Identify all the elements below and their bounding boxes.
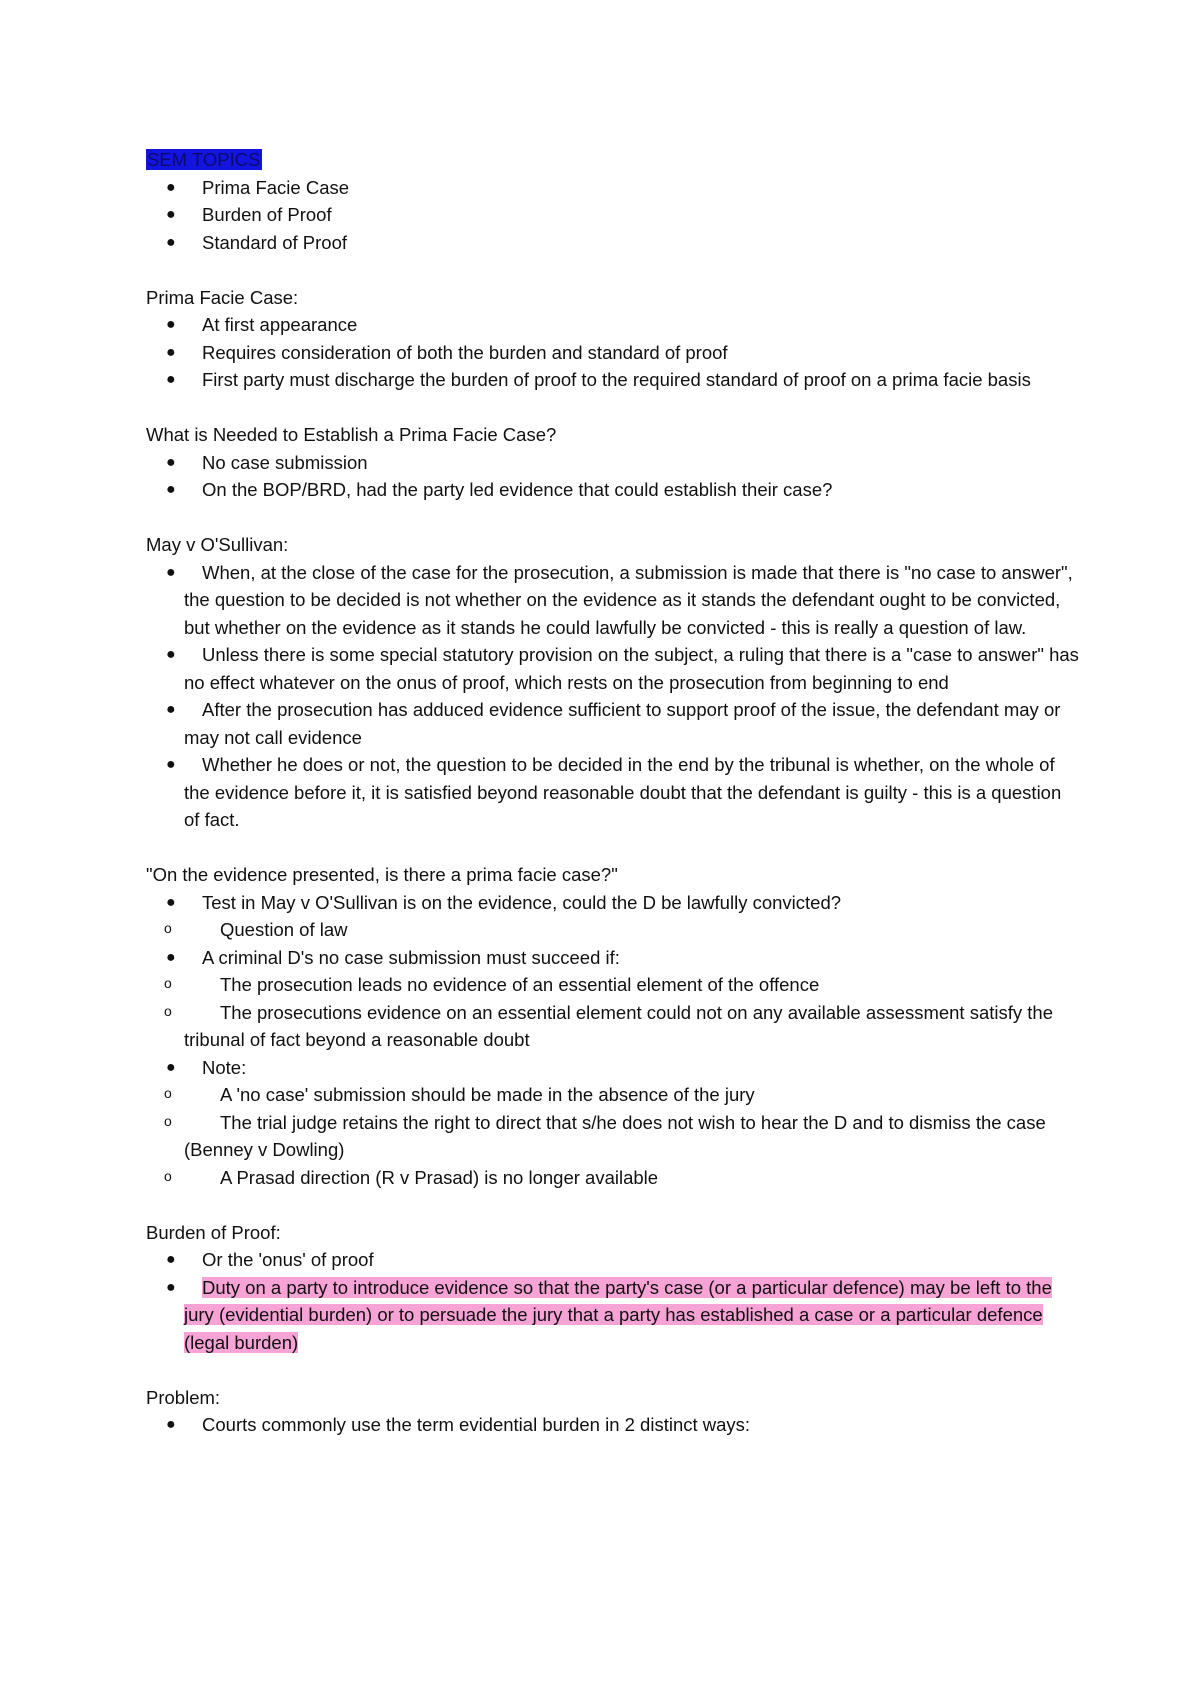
- bullet-icon: ●: [166, 756, 176, 773]
- list-item: ● Note:: [146, 1054, 1081, 1082]
- list-item: ● Or the 'onus' of proof: [146, 1246, 1081, 1274]
- list-item: ● Whether he does or not, the question to be decided in the end by the tribunal is whether, on the whole of the evidence before it, it is satisfied beyond reasonable doubt that the defendant is guilty - this is a question of fact.: [146, 751, 1081, 834]
- evidence-list: [146, 1054, 1081, 1082]
- bullet-icon: ●: [166, 453, 176, 471]
- hollow-circle-icon: o: [164, 1085, 172, 1101]
- burden-list: [146, 1246, 1081, 1356]
- bullet-icon: ●: [166, 371, 176, 388]
- evidence-list: [146, 889, 1081, 917]
- sub-list-item: o The prosecutions evidence on an essential element could not on any available assessment satisfy the tribunal of fact beyond a reasonable doubt: [146, 999, 1081, 1054]
- bullet-icon: ●: [166, 316, 176, 333]
- prima-facie-heading: Prima Facie Case:: [146, 286, 299, 308]
- bullet-icon: ●: [166, 481, 176, 498]
- bullet-icon: ●: [166, 178, 176, 196]
- bullet-icon: ●: [166, 233, 176, 251]
- sub-list-item: o A 'no case' submission should be made in the absence of the jury: [146, 1081, 1081, 1109]
- list-item: ● A criminal D's no case submission must succeed if:: [146, 944, 1081, 972]
- sem-topics-label: SEM TOPICS: [147, 149, 261, 170]
- sub-list-item: o A Prasad direction (R v Prasad) is no longer available: [146, 1164, 1081, 1192]
- bullet-icon: ●: [166, 563, 176, 581]
- sem-topics-list: [146, 174, 1081, 257]
- list-item: ● Courts commonly use the term evidential burden in 2 distinct ways:: [146, 1411, 1081, 1439]
- needed-list: [146, 449, 1081, 504]
- bullet-icon: ●: [166, 1058, 176, 1076]
- evidence-sublist: [146, 916, 1081, 944]
- list-item: ● Prima Facie Case: [146, 174, 1081, 202]
- list-item: ● When, at the close of the case for the prosecution, a submission is made that there is "no case to answer", the question to be decided is not whether on the evidence as it stands the defendant ought to be convicted, but whether on the evidence as it stands he could lawfully be convicted - this is really a question of law.: [146, 559, 1081, 642]
- sub-list-item: o The prosecution leads no evidence of an essential element of the offence: [146, 971, 1081, 999]
- hollow-circle-icon: o: [164, 1167, 172, 1184]
- list-item: ● Unless there is some special statutory provision on the subject, a ruling that there is a "case to answer" has no effect whatever on the onus of proof, which rests on the prosecution from beginning to end: [146, 641, 1081, 696]
- bullet-icon: ●: [166, 343, 176, 361]
- evidence-sublist: [146, 971, 1081, 1054]
- hollow-circle-icon: o: [164, 920, 172, 936]
- bullet-icon: ●: [166, 206, 176, 223]
- evidence-list: [146, 944, 1081, 972]
- needed-heading: What is Needed to Establish a Prima Facie Case?: [146, 424, 557, 445]
- list-item: ● No case submission: [146, 449, 1081, 477]
- list-item: ● Burden of Proof: [146, 201, 1081, 229]
- list-item: ● Requires consideration of both the burden and standard of proof: [146, 339, 1081, 367]
- evidence-heading: "On the evidence presented, is there a prima facie case?": [146, 864, 618, 885]
- bullet-icon: ●: [166, 893, 176, 911]
- highlighted-text: Duty on a party to introduce evidence so that the party's case (or a particular defence) may be left to the jury (evidential burden) or to persuade the jury that a party has established a case or a particular defence (legal burden): [184, 1276, 1052, 1353]
- bullet-icon: ●: [166, 646, 176, 663]
- sub-list-item: o Question of law: [146, 916, 1081, 944]
- list-item: ● Test in May v O'Sullivan is on the evidence, could the D be lawfully convicted?: [146, 889, 1081, 917]
- bullet-icon: ●: [166, 1278, 176, 1296]
- list-item: ● On the BOP/BRD, had the party led evidence that could establish their case?: [146, 476, 1081, 504]
- bullet-icon: ●: [166, 701, 176, 718]
- list-item: ● Standard of Proof: [146, 229, 1081, 257]
- problem-heading: Problem:: [146, 1386, 221, 1408]
- bullet-icon: ●: [166, 1251, 176, 1268]
- problem-list: [146, 1411, 1081, 1439]
- hollow-circle-icon: o: [164, 1112, 172, 1129]
- bullet-icon: ●: [166, 1416, 176, 1433]
- list-item: ● After the prosecution has adduced evidence sufficient to support proof of the issue, the defendant may or may not call evidence: [146, 696, 1081, 751]
- list-item: ● First party must discharge the burden of proof to the required standard of proof on a prima facie basis: [146, 366, 1081, 394]
- document-body: [146, 146, 1081, 1439]
- hollow-circle-icon: o: [164, 1002, 172, 1019]
- may-heading: May v O'Sullivan:: [146, 534, 289, 555]
- sem-topics-heading: [146, 146, 1081, 174]
- hollow-circle-icon: o: [164, 975, 172, 991]
- list-item: ● At first appearance: [146, 311, 1081, 339]
- bullet-icon: ●: [166, 948, 176, 966]
- sub-list-item: o The trial judge retains the right to direct that s/he does not wish to hear the D and to dismiss the case (Benney v Dowling): [146, 1109, 1081, 1164]
- may-list: [146, 559, 1081, 834]
- burden-heading: Burden of Proof:: [146, 1221, 281, 1243]
- prima-facie-list: [146, 311, 1081, 394]
- list-item: [146, 1274, 1081, 1357]
- evidence-sublist: [146, 1081, 1081, 1191]
